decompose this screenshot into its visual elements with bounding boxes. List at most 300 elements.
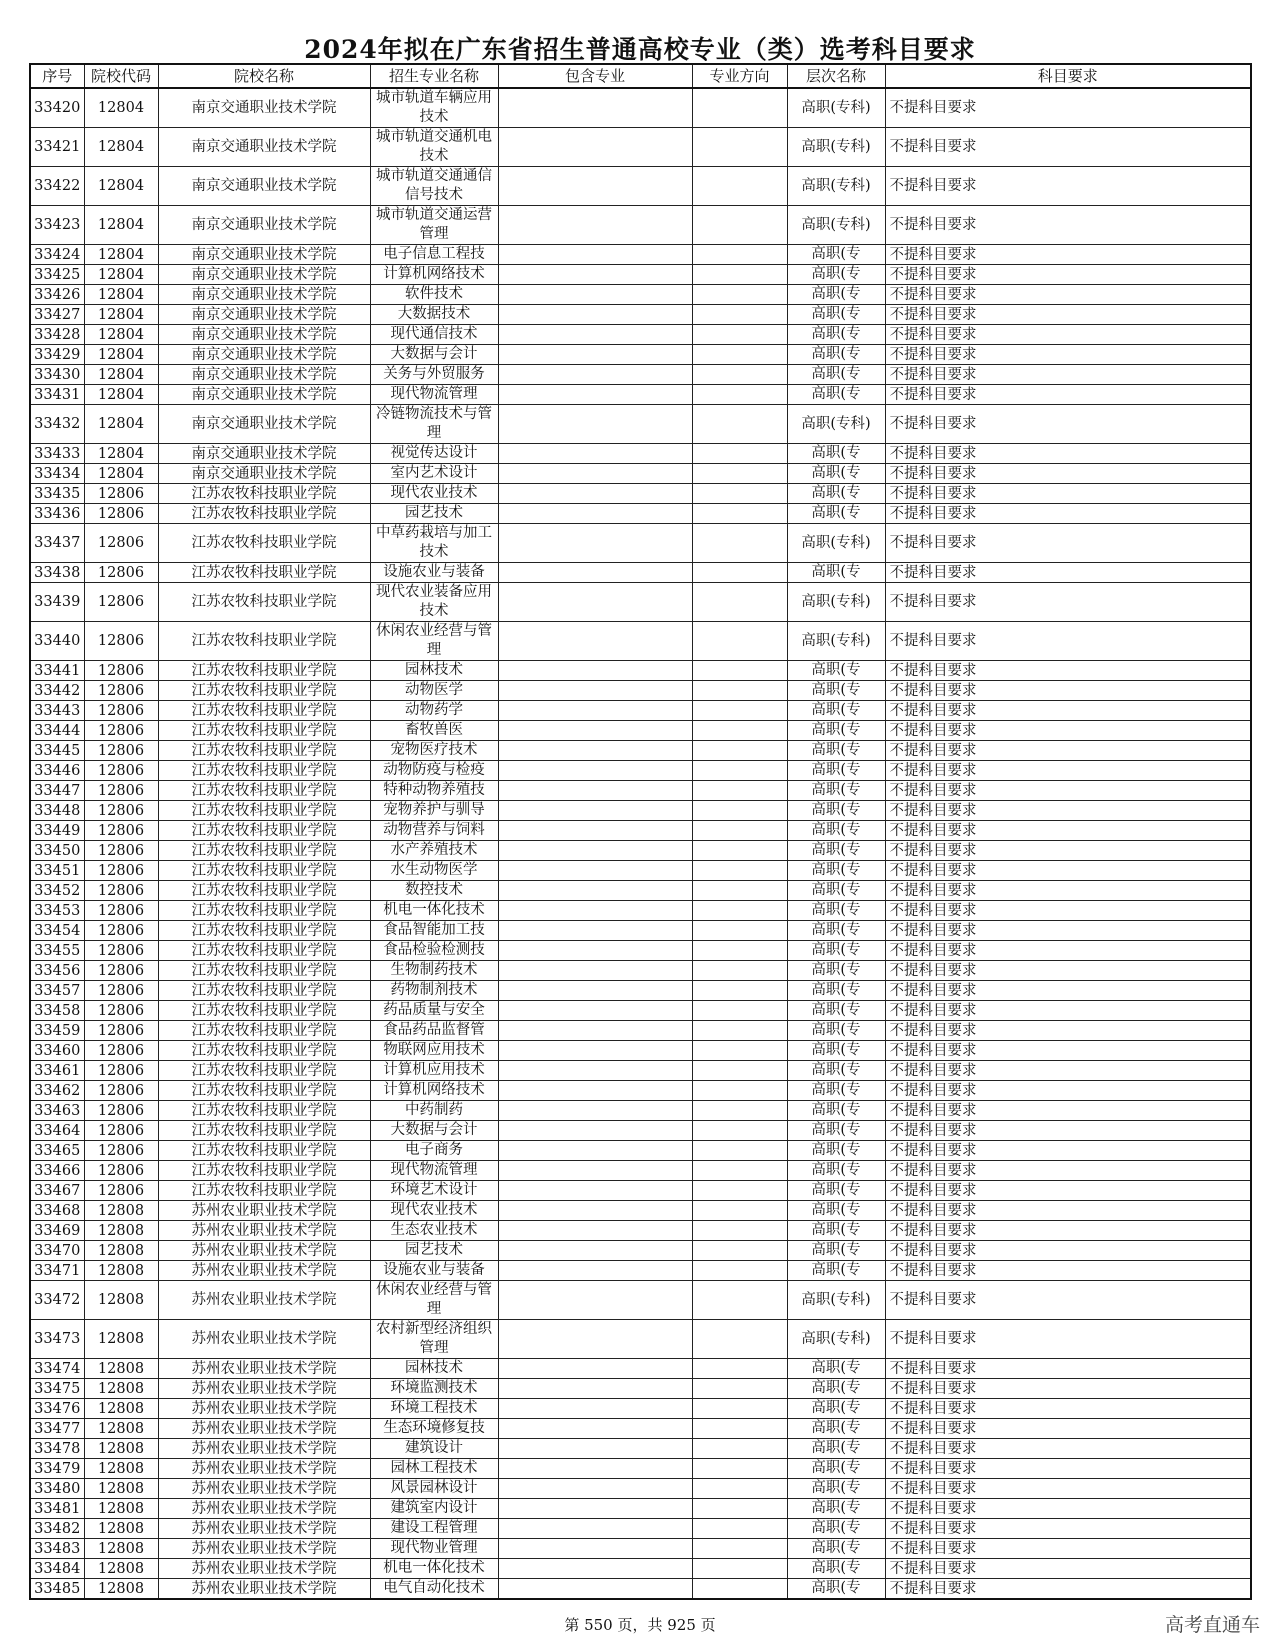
cell-code: 12804	[84, 88, 158, 128]
cell-no: 33478	[30, 1439, 84, 1459]
cell-include	[498, 88, 692, 128]
cell-school: 江苏农牧科技职业学院	[158, 1181, 370, 1201]
cell-code: 12806	[84, 941, 158, 961]
cell-code: 12804	[84, 325, 158, 345]
cell-code: 12804	[84, 405, 158, 444]
cell-level: 高职(专	[787, 1121, 885, 1141]
cell-major: 现代物流管理	[370, 385, 498, 405]
cell-direction	[692, 681, 787, 701]
cell-direction	[692, 941, 787, 961]
cell-major: 生物制药技术	[370, 961, 498, 981]
cell-include	[498, 265, 692, 285]
cell-direction	[692, 881, 787, 901]
cell-requirement: 不提科目要求	[885, 821, 1251, 841]
cell-requirement: 不提科目要求	[885, 801, 1251, 821]
cell-level: 高职(专	[787, 1479, 885, 1499]
cell-requirement: 不提科目要求	[885, 961, 1251, 981]
cell-code: 12806	[84, 801, 158, 821]
cell-code: 12804	[84, 167, 158, 206]
cell-school: 苏州农业职业技术学院	[158, 1320, 370, 1359]
cell-requirement: 不提科目要求	[885, 901, 1251, 921]
cell-direction	[692, 206, 787, 245]
cell-school: 苏州农业职业技术学院	[158, 1399, 370, 1419]
cell-code: 12804	[84, 345, 158, 365]
cell-no: 33464	[30, 1121, 84, 1141]
table-row	[30, 88, 1251, 128]
cell-level: 高职(专	[787, 1161, 885, 1181]
cell-requirement: 不提科目要求	[885, 661, 1251, 681]
cell-include	[498, 821, 692, 841]
table-row	[30, 305, 1251, 325]
cell-no: 33470	[30, 1241, 84, 1261]
cell-major: 软件技术	[370, 285, 498, 305]
cell-no: 33475	[30, 1379, 84, 1399]
cell-direction	[692, 1479, 787, 1499]
cell-school: 江苏农牧科技职业学院	[158, 661, 370, 681]
cell-major: 现代通信技术	[370, 325, 498, 345]
cell-requirement: 不提科目要求	[885, 1001, 1251, 1021]
cell-direction	[692, 801, 787, 821]
cell-code: 12808	[84, 1519, 158, 1539]
cell-include	[498, 941, 692, 961]
cell-include	[498, 1101, 692, 1121]
cell-level: 高职(专	[787, 1399, 885, 1419]
cell-direction	[692, 444, 787, 464]
cell-major: 城市轨道交通通信信号技术	[370, 167, 498, 206]
table-row	[30, 206, 1251, 245]
header-col-level: 层次名称	[787, 64, 885, 88]
cell-school: 江苏农牧科技职业学院	[158, 841, 370, 861]
cell-code: 12808	[84, 1359, 158, 1379]
cell-major: 电子商务	[370, 1141, 498, 1161]
cell-level: 高职(专	[787, 484, 885, 504]
table-row	[30, 265, 1251, 285]
cell-direction	[692, 1041, 787, 1061]
cell-include	[498, 1459, 692, 1479]
cell-include	[498, 1221, 692, 1241]
cell-level: 高职(专科)	[787, 622, 885, 661]
cell-include	[498, 524, 692, 563]
cell-no: 33423	[30, 206, 84, 245]
cell-include	[498, 981, 692, 1001]
cell-no: 33437	[30, 524, 84, 563]
cell-no: 33440	[30, 622, 84, 661]
cell-direction	[692, 741, 787, 761]
cell-no: 33436	[30, 504, 84, 524]
cell-school: 南京交通职业技术学院	[158, 405, 370, 444]
cell-include	[498, 1579, 692, 1600]
table-row	[30, 881, 1251, 901]
cell-code: 12806	[84, 781, 158, 801]
cell-no: 33434	[30, 464, 84, 484]
table-row	[30, 1021, 1251, 1041]
table-row	[30, 1281, 1251, 1320]
cell-include	[498, 1419, 692, 1439]
cell-major: 生态农业技术	[370, 1221, 498, 1241]
table-row	[30, 1121, 1251, 1141]
cell-school: 苏州农业职业技术学院	[158, 1241, 370, 1261]
cell-direction	[692, 88, 787, 128]
cell-requirement: 不提科目要求	[885, 861, 1251, 881]
cell-no: 33424	[30, 245, 84, 265]
cell-direction	[692, 504, 787, 524]
cell-major: 动物防疫与检疫	[370, 761, 498, 781]
cell-level: 高职(专	[787, 1459, 885, 1479]
table-row	[30, 1559, 1251, 1579]
cell-school: 南京交通职业技术学院	[158, 385, 370, 405]
table-row	[30, 961, 1251, 981]
cell-school: 江苏农牧科技职业学院	[158, 1061, 370, 1081]
cell-major: 建设工程管理	[370, 1519, 498, 1539]
cell-no: 33465	[30, 1141, 84, 1161]
cell-no: 33454	[30, 921, 84, 941]
cell-include	[498, 128, 692, 167]
cell-school: 江苏农牧科技职业学院	[158, 1001, 370, 1021]
cell-code: 12808	[84, 1241, 158, 1261]
cell-school: 苏州农业职业技术学院	[158, 1479, 370, 1499]
cell-code: 12808	[84, 1261, 158, 1281]
cell-requirement: 不提科目要求	[885, 1359, 1251, 1379]
cell-no: 33421	[30, 128, 84, 167]
cell-school: 苏州农业职业技术学院	[158, 1559, 370, 1579]
cell-include	[498, 385, 692, 405]
cell-requirement: 不提科目要求	[885, 941, 1251, 961]
cell-major: 物联网应用技术	[370, 1041, 498, 1061]
table-row	[30, 661, 1251, 681]
cell-code: 12804	[84, 285, 158, 305]
cell-school: 南京交通职业技术学院	[158, 265, 370, 285]
cell-include	[498, 781, 692, 801]
cell-include	[498, 1141, 692, 1161]
cell-major: 食品药品监督管	[370, 1021, 498, 1041]
cell-code: 12806	[84, 681, 158, 701]
table-row	[30, 1041, 1251, 1061]
cell-direction	[692, 921, 787, 941]
cell-level: 高职(专	[787, 1221, 885, 1241]
cell-major: 建筑设计	[370, 1439, 498, 1459]
cell-code: 12806	[84, 504, 158, 524]
cell-level: 高职(专	[787, 1181, 885, 1201]
table-row	[30, 741, 1251, 761]
table-row	[30, 1201, 1251, 1221]
table-row	[30, 801, 1251, 821]
table-row	[30, 701, 1251, 721]
cell-no: 33425	[30, 265, 84, 285]
cell-major: 环境监测技术	[370, 1379, 498, 1399]
table-row	[30, 1419, 1251, 1439]
cell-level: 高职(专科)	[787, 1320, 885, 1359]
cell-no: 33420	[30, 88, 84, 128]
table-row	[30, 681, 1251, 701]
cell-code: 12804	[84, 245, 158, 265]
table-row	[30, 1439, 1251, 1459]
cell-level: 高职(专	[787, 1559, 885, 1579]
cell-requirement: 不提科目要求	[885, 365, 1251, 385]
cell-requirement: 不提科目要求	[885, 1479, 1251, 1499]
cell-level: 高职(专科)	[787, 88, 885, 128]
cell-direction	[692, 1359, 787, 1379]
cell-direction	[692, 1320, 787, 1359]
cell-level: 高职(专科)	[787, 405, 885, 444]
cell-school: 江苏农牧科技职业学院	[158, 681, 370, 701]
cell-school: 苏州农业职业技术学院	[158, 1459, 370, 1479]
cell-include	[498, 1359, 692, 1379]
cell-major: 食品智能加工技	[370, 921, 498, 941]
cell-direction	[692, 1221, 787, 1241]
cell-school: 苏州农业职业技术学院	[158, 1519, 370, 1539]
cell-include	[498, 1041, 692, 1061]
table-row	[30, 781, 1251, 801]
cell-code: 12808	[84, 1419, 158, 1439]
cell-level: 高职(专	[787, 1359, 885, 1379]
cell-direction	[692, 1459, 787, 1479]
cell-include	[498, 961, 692, 981]
cell-level: 高职(专	[787, 1499, 885, 1519]
cell-code: 12808	[84, 1459, 158, 1479]
cell-major: 视觉传达设计	[370, 444, 498, 464]
cell-level: 高职(专	[787, 821, 885, 841]
cell-requirement: 不提科目要求	[885, 1141, 1251, 1161]
cell-include	[498, 1061, 692, 1081]
cell-major: 大数据技术	[370, 305, 498, 325]
cell-direction	[692, 661, 787, 681]
table-row	[30, 1081, 1251, 1101]
cell-level: 高职(专	[787, 861, 885, 881]
cell-level: 高职(专	[787, 1379, 885, 1399]
cell-level: 高职(专	[787, 741, 885, 761]
cell-level: 高职(专	[787, 681, 885, 701]
cell-school: 江苏农牧科技职业学院	[158, 1021, 370, 1041]
cell-school: 苏州农业职业技术学院	[158, 1201, 370, 1221]
cell-level: 高职(专	[787, 1439, 885, 1459]
cell-include	[498, 1519, 692, 1539]
cell-direction	[692, 1419, 787, 1439]
header-col-direction: 专业方向	[692, 64, 787, 88]
cell-direction	[692, 1061, 787, 1081]
cell-major: 宠物医疗技术	[370, 741, 498, 761]
cell-code: 12806	[84, 861, 158, 881]
cell-no: 33461	[30, 1061, 84, 1081]
cell-level: 高职(专	[787, 1241, 885, 1261]
cell-major: 畜牧兽医	[370, 721, 498, 741]
cell-major: 现代农业技术	[370, 1201, 498, 1221]
cell-include	[498, 1499, 692, 1519]
cell-school: 江苏农牧科技职业学院	[158, 504, 370, 524]
cell-requirement: 不提科目要求	[885, 484, 1251, 504]
table-row	[30, 325, 1251, 345]
table-row	[30, 1359, 1251, 1379]
cell-major: 设施农业与装备	[370, 563, 498, 583]
cell-requirement: 不提科目要求	[885, 88, 1251, 128]
cell-level: 高职(专	[787, 385, 885, 405]
cell-school: 江苏农牧科技职业学院	[158, 741, 370, 761]
cell-code: 12806	[84, 1101, 158, 1121]
cell-code: 12808	[84, 1320, 158, 1359]
cell-code: 12808	[84, 1559, 158, 1579]
cell-direction	[692, 484, 787, 504]
cell-include	[498, 1439, 692, 1459]
cell-code: 12808	[84, 1499, 158, 1519]
cell-requirement: 不提科目要求	[885, 444, 1251, 464]
cell-school: 江苏农牧科技职业学院	[158, 961, 370, 981]
cell-requirement: 不提科目要求	[885, 1379, 1251, 1399]
cell-code: 12806	[84, 1141, 158, 1161]
table-row	[30, 1399, 1251, 1419]
cell-direction	[692, 345, 787, 365]
cell-requirement: 不提科目要求	[885, 464, 1251, 484]
table-row	[30, 1499, 1251, 1519]
cell-major: 动物医学	[370, 681, 498, 701]
cell-school: 南京交通职业技术学院	[158, 206, 370, 245]
cell-include	[498, 1181, 692, 1201]
cell-include	[498, 681, 692, 701]
cell-include	[498, 921, 692, 941]
cell-requirement: 不提科目要求	[885, 128, 1251, 167]
table-row	[30, 285, 1251, 305]
cell-direction	[692, 961, 787, 981]
cell-level: 高职(专	[787, 981, 885, 1001]
cell-requirement: 不提科目要求	[885, 1101, 1251, 1121]
cell-direction	[692, 701, 787, 721]
cell-direction	[692, 981, 787, 1001]
cell-level: 高职(专	[787, 305, 885, 325]
cell-include	[498, 721, 692, 741]
cell-major: 环境艺术设计	[370, 1181, 498, 1201]
cell-school: 江苏农牧科技职业学院	[158, 1101, 370, 1121]
page-footer: 第 550 页，共 925 页	[564, 1616, 716, 1634]
cell-code: 12806	[84, 583, 158, 622]
cell-direction	[692, 841, 787, 861]
cell-school: 南京交通职业技术学院	[158, 345, 370, 365]
cell-no: 33443	[30, 701, 84, 721]
cell-direction	[692, 325, 787, 345]
cell-direction	[692, 265, 787, 285]
cell-include	[498, 861, 692, 881]
cell-code: 12806	[84, 721, 158, 741]
table-row	[30, 861, 1251, 881]
cell-major: 农村新型经济组织管理	[370, 1320, 498, 1359]
cell-direction	[692, 1141, 787, 1161]
table-row	[30, 821, 1251, 841]
cell-include	[498, 285, 692, 305]
cell-code: 12806	[84, 563, 158, 583]
cell-include	[498, 464, 692, 484]
cell-school: 江苏农牧科技职业学院	[158, 1041, 370, 1061]
cell-major: 特种动物养殖技	[370, 781, 498, 801]
cell-major: 机电一体化技术	[370, 1559, 498, 1579]
table-row	[30, 583, 1251, 622]
cell-major: 城市轨道交通运营管理	[370, 206, 498, 245]
cell-code: 12806	[84, 1081, 158, 1101]
cell-no: 33463	[30, 1101, 84, 1121]
cell-code: 12806	[84, 921, 158, 941]
cell-major: 园林技术	[370, 661, 498, 681]
table-row	[30, 484, 1251, 504]
cell-requirement: 不提科目要求	[885, 1519, 1251, 1539]
cell-direction	[692, 761, 787, 781]
cell-code: 12806	[84, 524, 158, 563]
cell-level: 高职(专	[787, 285, 885, 305]
cell-school: 苏州农业职业技术学院	[158, 1439, 370, 1459]
cell-requirement: 不提科目要求	[885, 1081, 1251, 1101]
cell-direction	[692, 721, 787, 741]
cell-major: 园林工程技术	[370, 1459, 498, 1479]
cell-include	[498, 245, 692, 265]
cell-no: 33448	[30, 801, 84, 821]
cell-direction	[692, 365, 787, 385]
cell-major: 计算机应用技术	[370, 1061, 498, 1081]
cell-major: 设施农业与装备	[370, 1261, 498, 1281]
cell-major: 宠物养护与驯导	[370, 801, 498, 821]
cell-include	[498, 801, 692, 821]
cell-requirement: 不提科目要求	[885, 681, 1251, 701]
cell-code: 12804	[84, 206, 158, 245]
cell-code: 12806	[84, 1041, 158, 1061]
table-body	[30, 88, 1251, 1599]
cell-school: 江苏农牧科技职业学院	[158, 1161, 370, 1181]
cell-major: 生态环境修复技	[370, 1419, 498, 1439]
cell-major: 中草药栽培与加工技术	[370, 524, 498, 563]
cell-no: 33453	[30, 901, 84, 921]
cell-no: 33428	[30, 325, 84, 345]
cell-level: 高职(专	[787, 1141, 885, 1161]
cell-code: 12804	[84, 385, 158, 405]
table-row	[30, 524, 1251, 563]
cell-school: 江苏农牧科技职业学院	[158, 563, 370, 583]
cell-school: 江苏农牧科技职业学院	[158, 881, 370, 901]
cell-level: 高职(专	[787, 365, 885, 385]
cell-no: 33433	[30, 444, 84, 464]
requirements-table	[29, 63, 1252, 1600]
cell-requirement: 不提科目要求	[885, 325, 1251, 345]
cell-direction	[692, 285, 787, 305]
cell-school: 江苏农牧科技职业学院	[158, 622, 370, 661]
cell-code: 12806	[84, 1061, 158, 1081]
cell-school: 苏州农业职业技术学院	[158, 1261, 370, 1281]
cell-requirement: 不提科目要求	[885, 761, 1251, 781]
header-col-no: 序号	[30, 64, 84, 88]
cell-level: 高职(专	[787, 464, 885, 484]
cell-direction	[692, 1399, 787, 1419]
cell-major: 水生动物医学	[370, 861, 498, 881]
cell-code: 12808	[84, 1539, 158, 1559]
cell-school: 苏州农业职业技术学院	[158, 1579, 370, 1600]
cell-direction	[692, 524, 787, 563]
cell-school: 江苏农牧科技职业学院	[158, 583, 370, 622]
cell-level: 高职(专	[787, 1061, 885, 1081]
table-row	[30, 1539, 1251, 1559]
cell-include	[498, 1001, 692, 1021]
cell-requirement: 不提科目要求	[885, 1320, 1251, 1359]
cell-requirement: 不提科目要求	[885, 563, 1251, 583]
cell-level: 高职(专	[787, 1041, 885, 1061]
cell-direction	[692, 622, 787, 661]
cell-direction	[692, 1379, 787, 1399]
cell-direction	[692, 167, 787, 206]
cell-major: 电气自动化技术	[370, 1579, 498, 1600]
cell-code: 12808	[84, 1379, 158, 1399]
cell-school: 苏州农业职业技术学院	[158, 1499, 370, 1519]
cell-direction	[692, 1021, 787, 1041]
cell-requirement: 不提科目要求	[885, 245, 1251, 265]
cell-level: 高职(专科)	[787, 583, 885, 622]
cell-code: 12808	[84, 1479, 158, 1499]
cell-no: 33427	[30, 305, 84, 325]
cell-requirement: 不提科目要求	[885, 881, 1251, 901]
cell-requirement: 不提科目要求	[885, 1221, 1251, 1241]
cell-no: 33476	[30, 1399, 84, 1419]
cell-school: 南京交通职业技术学院	[158, 128, 370, 167]
